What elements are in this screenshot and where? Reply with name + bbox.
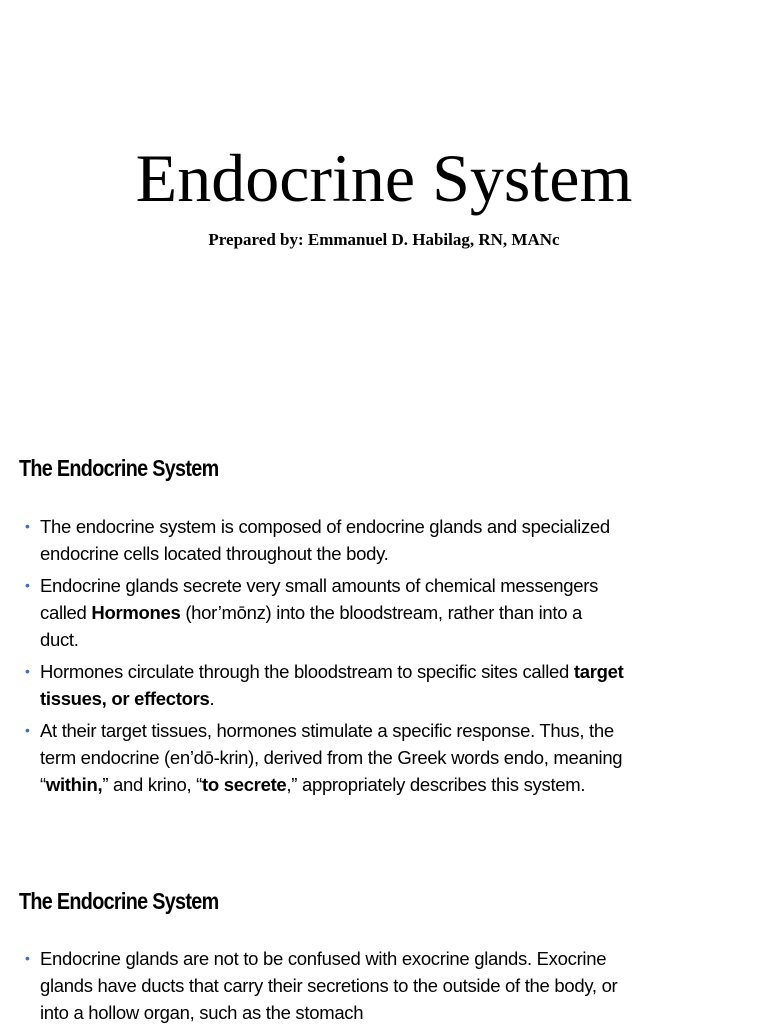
bullet-icon: • — [25, 518, 30, 534]
slide-heading: The Endocrine System — [19, 455, 219, 481]
bullet-text: Endocrine glands secrete very small amounts of chemical messengers called — [40, 575, 599, 623]
bullet-icon: • — [25, 663, 30, 679]
bullet-item — [25, 717, 625, 798]
bullet-text: ,” appropriately describes this system. — [286, 774, 586, 795]
bullet-text: . — [209, 688, 215, 709]
slide-endocrine-vs-exocrine — [0, 826, 768, 1024]
bullet-bold-term: target tissues, or effectors — [40, 661, 624, 709]
slide-endocrine-overview — [0, 390, 768, 826]
bullet-item — [25, 513, 625, 567]
author-subtitle: Prepared by: Emmanuel D. Habilag, RN, MANc — [208, 230, 560, 249]
bullet-item — [25, 658, 625, 712]
page-title: Endocrine System — [135, 140, 633, 216]
title-slide — [0, 0, 768, 390]
bullet-item — [25, 572, 625, 653]
bullet-list — [25, 513, 625, 803]
slide-heading: The Endocrine System — [19, 888, 219, 914]
bullet-icon: • — [25, 722, 30, 738]
bullet-text: Hormones circulate through the bloodstream to specific sites called — [40, 661, 574, 682]
bullet-bold-term: within, — [45, 774, 103, 795]
bullet-text: The endocrine system is composed of endocrine glands and specialized endocrine cells located throughout the body. — [40, 516, 610, 564]
bullet-text: At their target tissues, hormones stimulate a specific response. Thus, the term endocrine (en’dō-krin), derived from the Greek words endo, meaning “ — [40, 720, 623, 795]
bullet-bold-term: to secrete — [202, 774, 287, 795]
bullet-text: ” and krino, “ — [102, 774, 203, 795]
bullet-icon: • — [25, 577, 30, 593]
bullet-item — [25, 945, 625, 1026]
bullet-text: Endocrine glands are not to be confused with exocrine glands. Exocrine glands have ducts that carry their secretions to the outside of the body, or into a hollow organ, such as the stomach — [40, 948, 618, 1023]
bullet-text: (hor’mōnz) into the bloodstream, rather than into a duct. — [40, 602, 583, 650]
bullet-icon: • — [25, 950, 30, 966]
bullet-list — [25, 945, 625, 1031]
bullet-bold-term: Hormones — [91, 602, 181, 623]
